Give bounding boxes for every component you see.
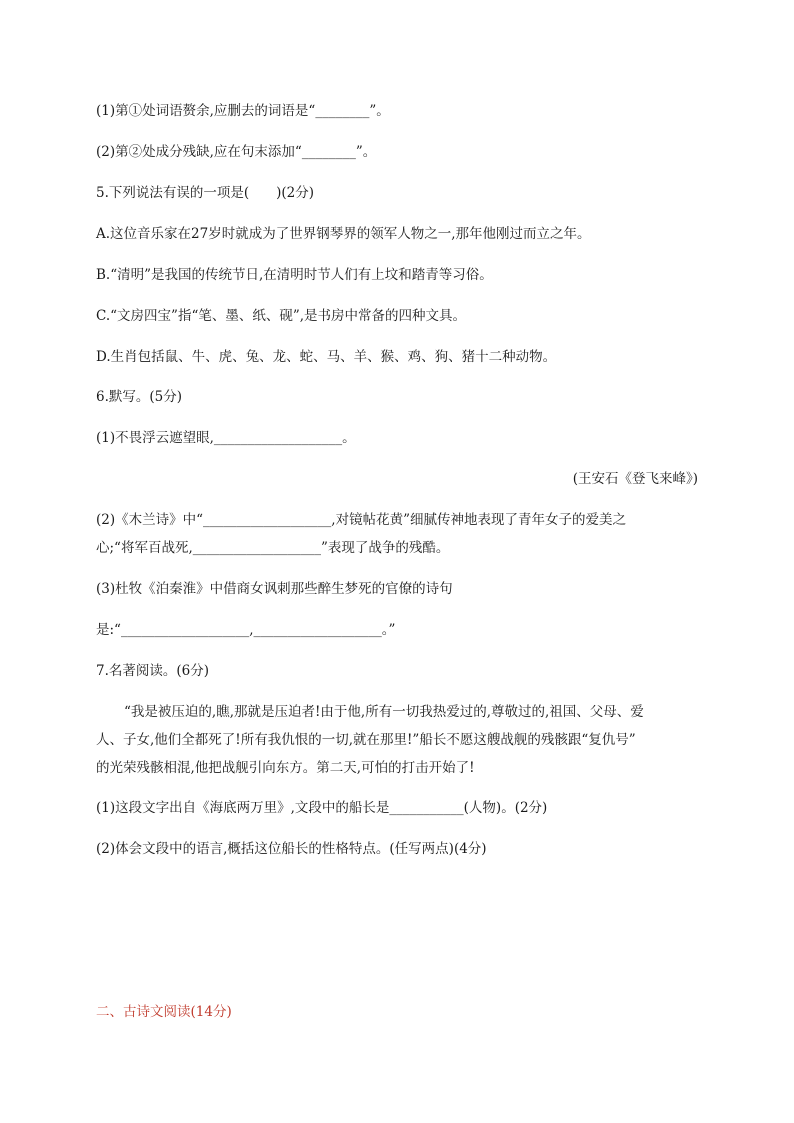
question-7-2: (2)体会文段中的语言,概括这位船长的性格特点。(任写两点)(4分)	[96, 841, 487, 857]
question-6-3-line2: 是:“___________________,___________________。”	[96, 622, 396, 638]
poem-source: (王安石《登飞来峰》)	[572, 471, 698, 487]
question-7-stem: 7.名著阅读。(6分)	[96, 663, 210, 679]
passage-line-2: 人、子女,他们全都死了!所有我仇恨的一切,就在那里!”船长不愿这艘战舰的残骸跟“复仇号”	[96, 732, 636, 748]
question-6-3-line1: (3)杜牧《泊秦淮》中借商女讽刺那些醉生梦死的官僚的诗句	[96, 581, 453, 597]
section-title-2: 二、古诗文阅读(14分)	[96, 1004, 232, 1020]
question-6-1: (1)不畏浮云遮望眼,___________________。	[96, 430, 356, 446]
option-d: D.生肖包括鼠、牛、虎、兔、龙、蛇、马、羊、猴、鸡、狗、猪十二种动物。	[96, 349, 557, 365]
question-5-stem: 5.下列说法有误的一项是( )(2分)	[96, 185, 315, 201]
question-6-2-line1: (2)《木兰诗》中“___________________,对镜帖花黄”细腻传神地表现了青年女子的爱美之	[96, 512, 626, 528]
option-b: B.“清明”是我国的传统节日,在清明时节人们有上坟和踏青等习俗。	[96, 267, 493, 283]
question-6-stem: 6.默写。(5分)	[96, 389, 183, 405]
question-4-2: (2)第②处成分残缺,应在句末添加“________”。	[96, 144, 377, 160]
question-6-2-line2: 心;“将军百战死,___________________”表现了战争的残酷。	[96, 540, 450, 556]
passage-line-3: 的光荣残骸相混,他把战舰引向东方。第二天,可怕的打击开始了!	[96, 760, 475, 776]
question-7-1: (1)这段文字出自《海底两万里》,文段中的船长是___________(人物)。(2分)	[96, 800, 548, 816]
passage-line-1: “我是被压迫的,瞧,那就是压迫者!由于他,所有一切我热爱过的,尊敬过的,祖国、父母、爱	[124, 704, 644, 720]
option-a: A.这位音乐家在27岁时就成为了世界钢琴界的领军人物之一,那年他刚过而立之年。	[96, 226, 591, 242]
option-c: C.“文房四宝”指“笔、墨、纸、砚”,是书房中常备的四种文具。	[96, 308, 467, 324]
question-4-1: (1)第①处词语赘余,应删去的词语是“________”。	[96, 103, 390, 119]
